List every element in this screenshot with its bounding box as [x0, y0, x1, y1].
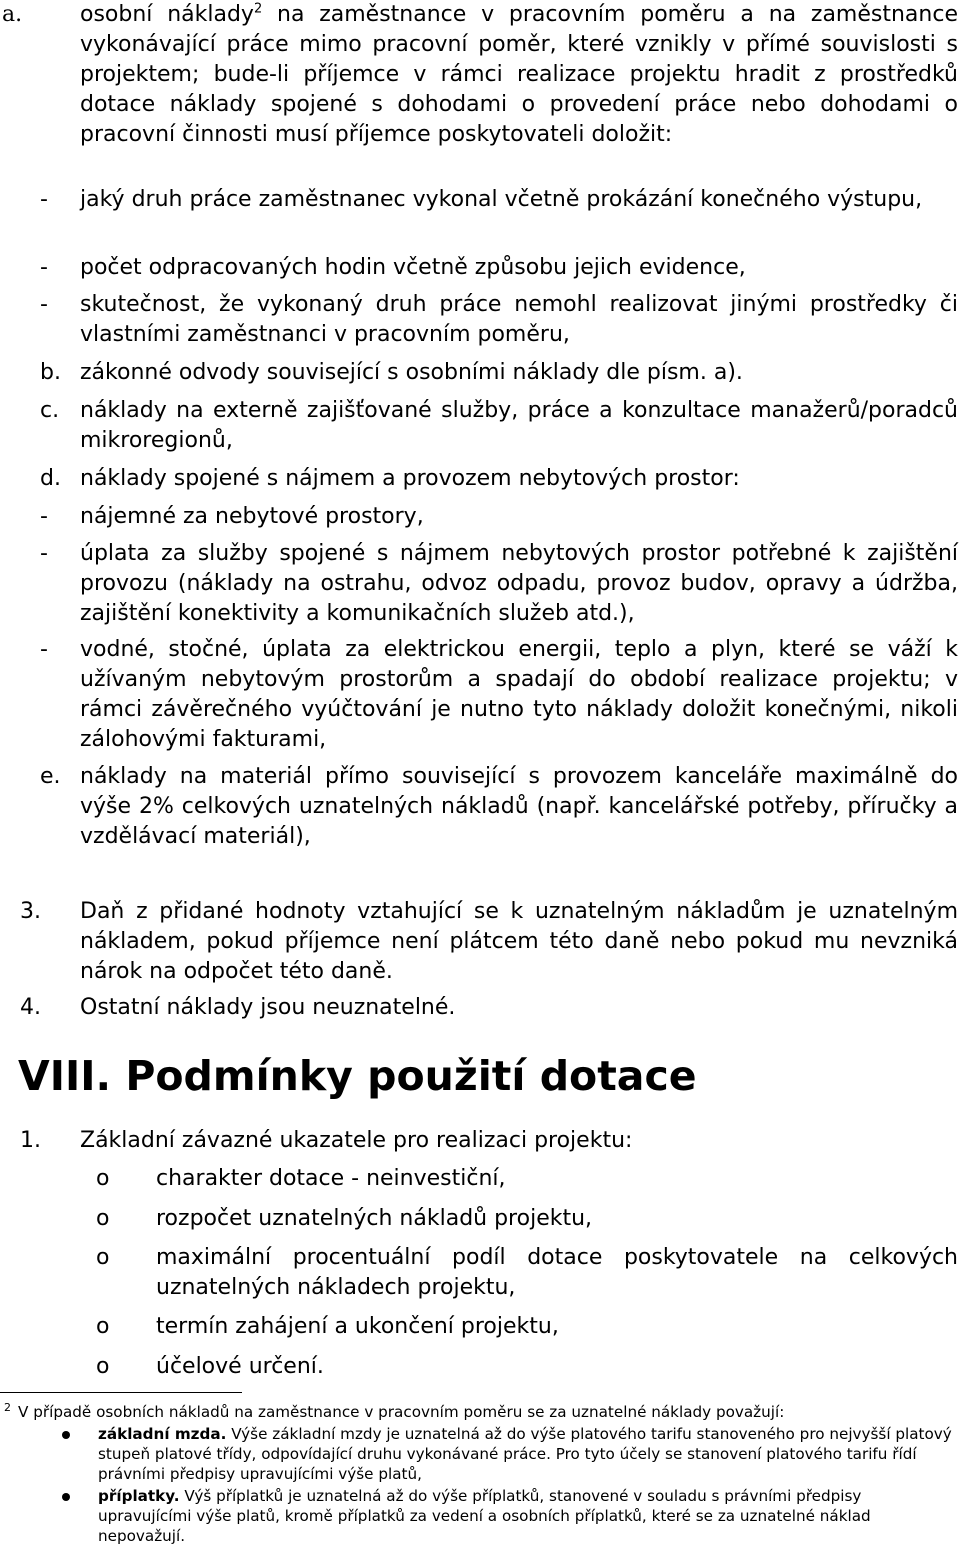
- list-item-text: počet odpracovaných hodin včetně způsobu jejich evidence,: [80, 255, 746, 280]
- sub-list-item-text: charakter dotace - neinvestiční,: [156, 1166, 506, 1191]
- list-item-text: vodné, stočné, úplata za elektrickou energii, teplo a plyn, které se váží k užívaným nebytovým prostorům a spadají do období realizace projektu; v rámci závěrečného vyúčtování je nutno tyto náklady doložit konečnými, nikoli zálohovými fakturami,: [80, 637, 958, 752]
- list-item-text: náklady na externě zajišťované služby, práce a konzultace manažerů/poradců mikroregionů,: [80, 398, 958, 453]
- list-marker: b.: [40, 360, 61, 385]
- numbered-item-text: Daň z přidané hodnoty vztahující se k uznatelným nákladům je uznatelným nákladem, pokud příjemce není plátcem této daně nebo pokud mu nevzniká nárok na odpočet této daně.: [80, 899, 958, 984]
- list-item-text: náklady na materiál přímo související s provozem kanceláře maximálně do výše 2% celkových uznatelných nákladů (např. kancelářské potřeby, příručky a vzdělávací materiál),: [80, 764, 958, 849]
- numbered-item-text: Ostatní náklady jsou neuznatelné.: [80, 995, 456, 1020]
- sub-list-item-text: účelové určení.: [156, 1354, 324, 1379]
- list-marker: o: [96, 1245, 110, 1270]
- sub-list-item-text: rozpočet uznatelných nákladů projektu,: [156, 1206, 593, 1231]
- list-marker: d.: [40, 466, 61, 491]
- list-item-text: úplata za služby spojené s nájmem nebytových prostor potřebné k zajištění provozu (náklady na ostrahu, odvoz odpadu, provoz budov, opravy a údržba, zajištění konektivity a komunikačních služeb atd.),: [80, 541, 958, 626]
- sub-list-item-text: termín zahájení a ukončení projektu,: [156, 1314, 559, 1339]
- list-marker: o: [96, 1206, 110, 1231]
- list-marker: o: [96, 1314, 110, 1339]
- list-item-text: osobní náklady$^2$ na zaměstnance v pracovním poměru a na zaměstnance vykonávající práce mimo pracovní poměr, které vznikly v přímé souvislosti s projektem; bude-li příjemce v rámci realizace projektu hradit z prostředků dotace náklady spojené s dohodami o provedení práce nebo dohodami o pracovní činnosti musí příjemce poskytovateli doložit:: [80, 1, 958, 147]
- list-item-text: skutečnost, že vykonaný druh práce nemohl realizovat jinými prostředky či vlastními zaměstnanci v pracovním poměru,: [80, 292, 958, 347]
- numbered-item-text: Základní závazné ukazatele pro realizaci projektu:: [80, 1128, 633, 1153]
- list-marker: c.: [40, 398, 60, 423]
- list-marker: 4.: [20, 995, 41, 1020]
- footnote-number: 2: [4, 1401, 11, 1414]
- list-marker: -: [40, 187, 48, 212]
- section-heading: VIII. Podmínky použití dotace: [18, 1052, 697, 1100]
- list-marker: 1.: [20, 1128, 41, 1153]
- list-item-text: nájemné za nebytové prostory,: [80, 504, 424, 529]
- list-marker: -: [40, 292, 48, 317]
- footnote-ref: 2: [253, 1, 263, 17]
- list-marker: -: [40, 637, 48, 662]
- list-marker: o: [96, 1166, 110, 1191]
- list-marker: 3.: [20, 899, 41, 924]
- list-item-text: jaký druh práce zaměstnanec vykonal včetně prokázání konečného výstupu,: [80, 187, 923, 212]
- footnote-bullet-text: příplatky. Výš příplatků je uznatelná až do výše příplatků, stanovené v souladu s právními předpisy upravujícími výše platů, kromě příplatků za vedení a osobních příplatků, které se za uznatelné náklad nepovažují.: [98, 1487, 871, 1545]
- list-marker: o: [96, 1354, 110, 1379]
- list-marker: -: [40, 541, 48, 566]
- list-marker: e.: [40, 764, 61, 789]
- list-item-text: zákonné odvody související s osobními náklady dle písm. a).: [80, 360, 743, 385]
- list-marker: -: [40, 504, 48, 529]
- bullet-icon: [62, 1493, 70, 1501]
- list-marker: a.: [2, 2, 23, 27]
- sub-list-item-text: maximální procentuální podíl dotace poskytovatele na celkových uznatelných nákladech projektu,: [156, 1245, 958, 1300]
- list-marker: -: [40, 255, 48, 280]
- footnote-separator: [0, 1392, 242, 1393]
- bullet-icon: [62, 1431, 70, 1439]
- footnote-intro: V případě osobních nákladů na zaměstnance v pracovním poměru se za uznatelné náklady považují:: [18, 1403, 785, 1421]
- list-item-text: náklady spojené s nájmem a provozem nebytových prostor:: [80, 466, 740, 491]
- footnote-bullet-text: základní mzda. Výše základní mzdy je uznatelná až do výše platového tarifu stanoveného pro nejvyšší platový stupeň platové třídy, odpovídající druhu vykonávané práce. Pro tyto účely se stanovení platového tarifu řídí právními předpisy upravujícími výše platů,: [98, 1425, 952, 1483]
